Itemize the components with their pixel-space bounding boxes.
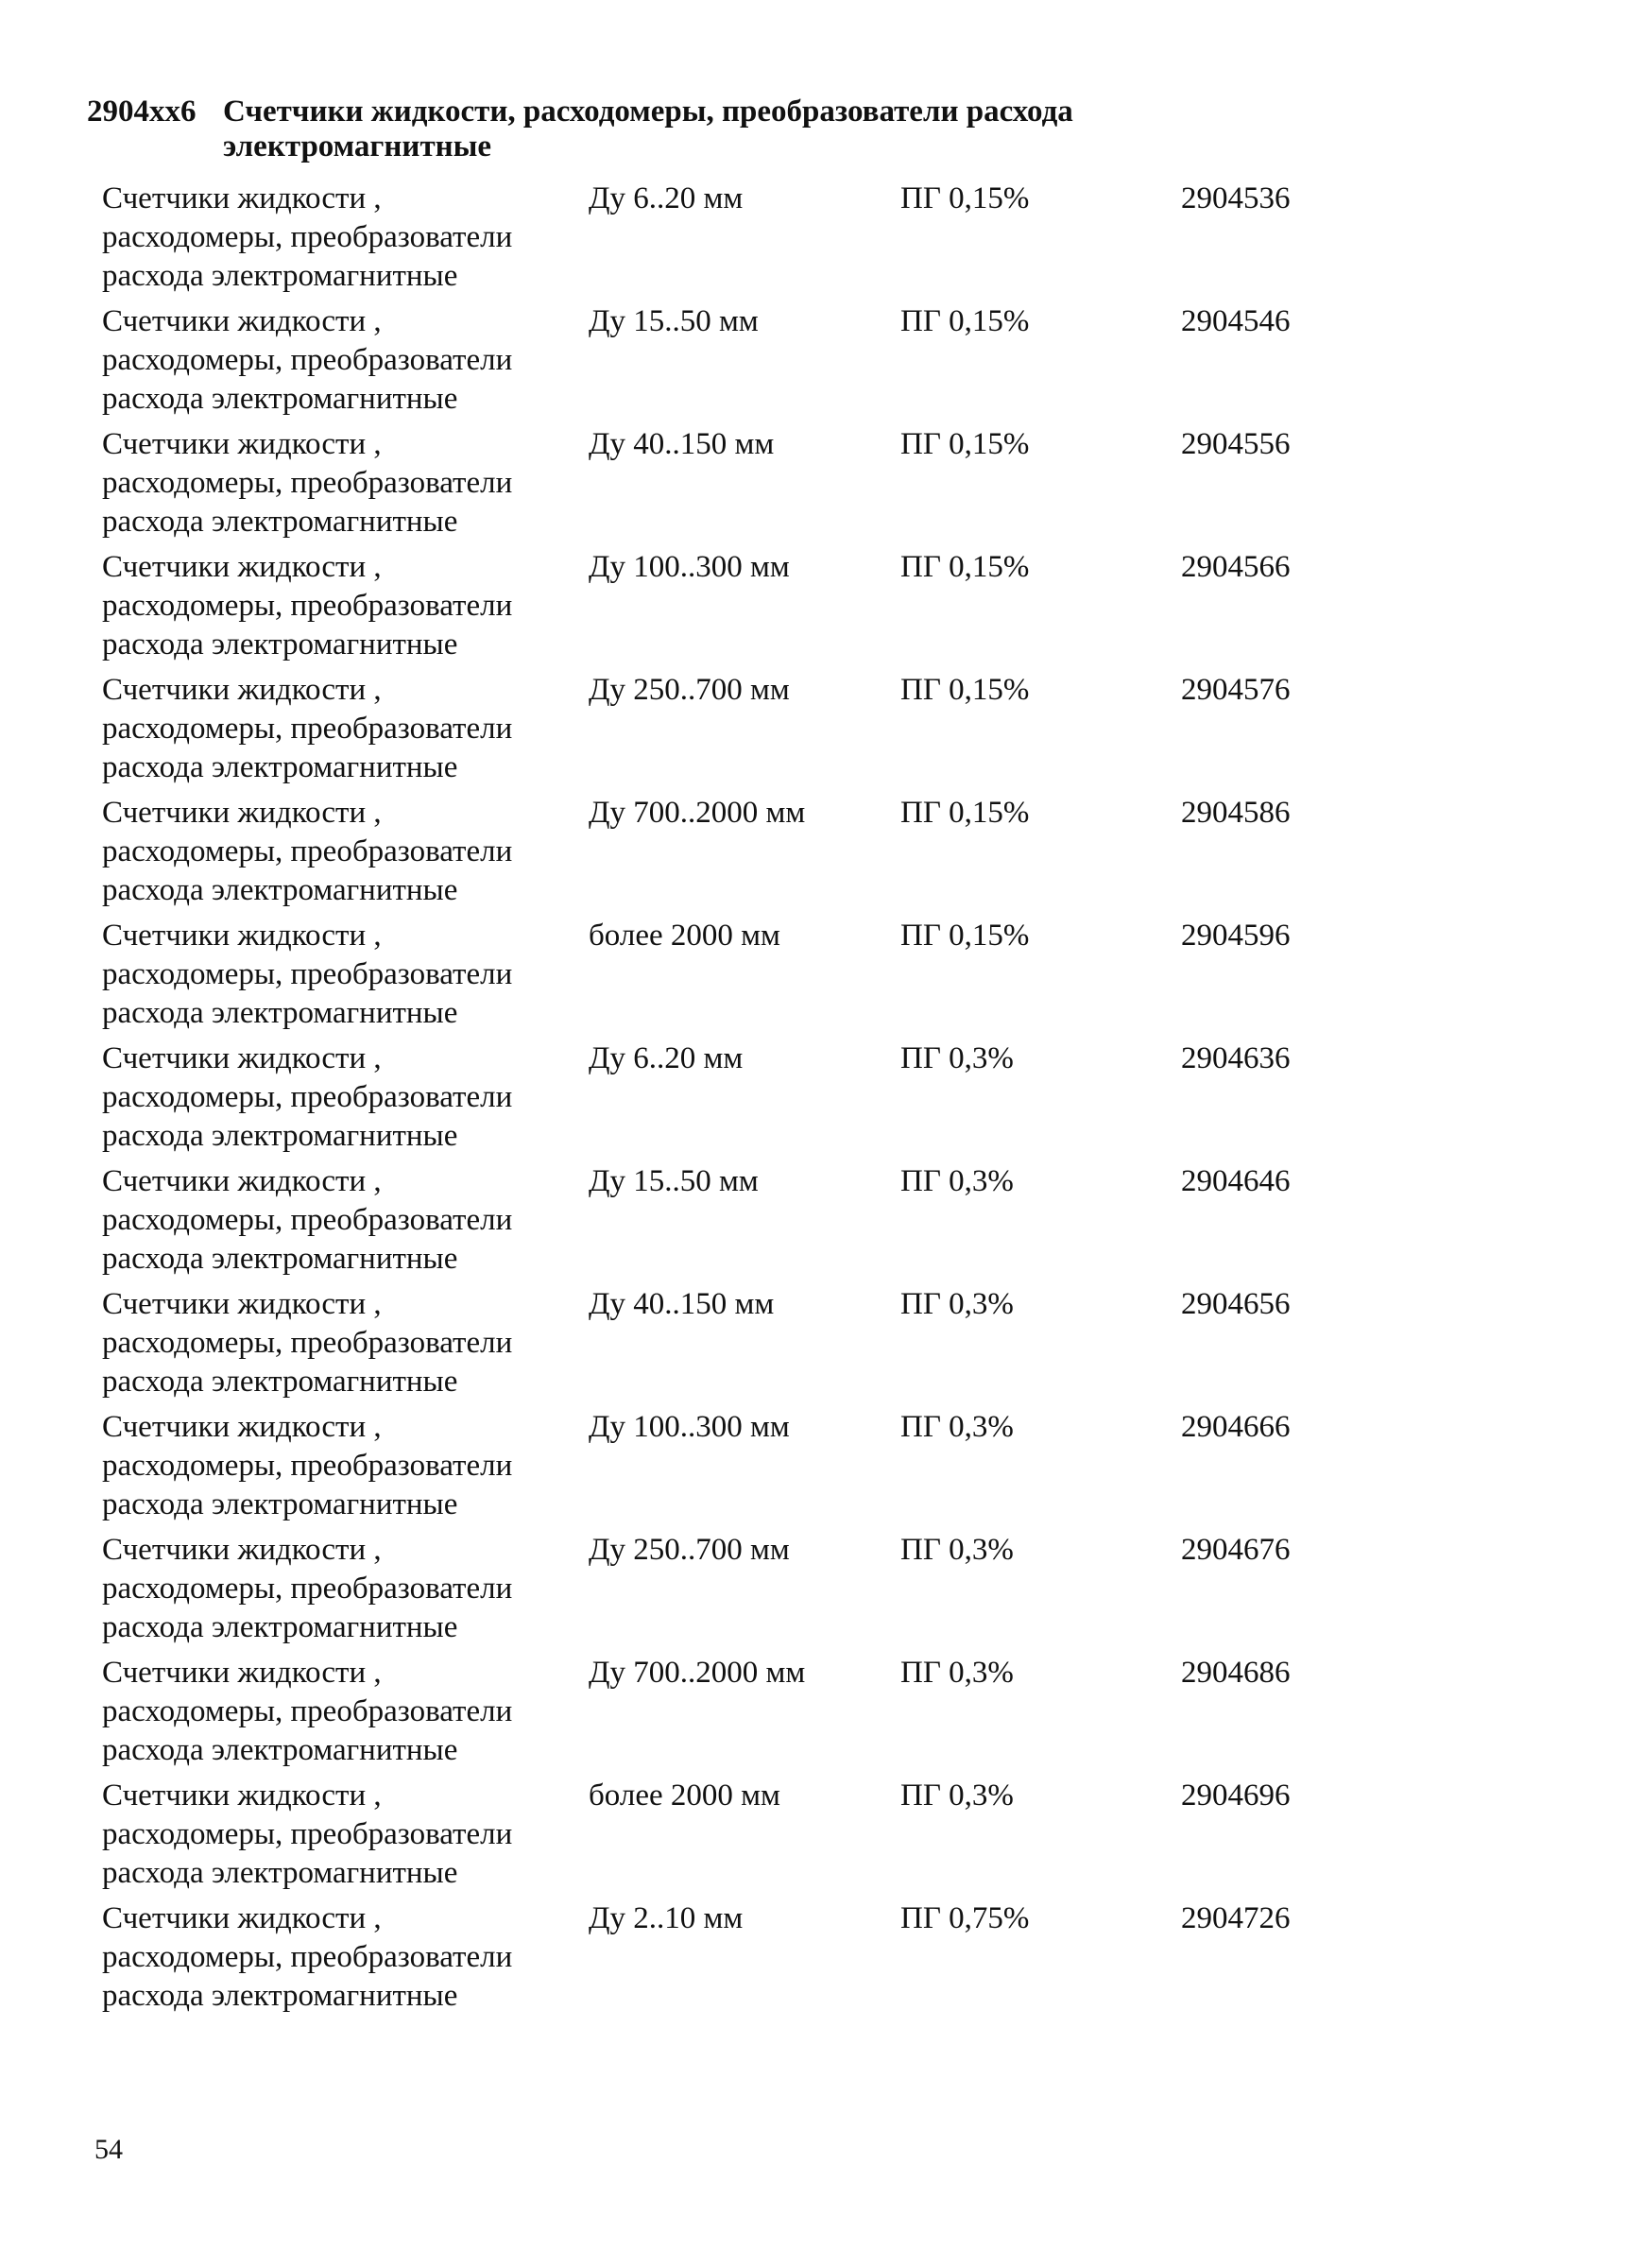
item-name (102, 1899, 593, 2016)
nominal-diameter: более 2000 мм (589, 1778, 780, 1813)
item-name-line: расхода электромагнитные (102, 382, 458, 416)
list-item (102, 917, 1425, 1040)
item-name-line: расходомеры, преобразователи (102, 343, 513, 377)
item-name-line: расходомеры, преобразователи (102, 1940, 513, 1974)
nominal-diameter: Ду 700..2000 мм (589, 796, 806, 830)
item-name-line: расходомеры, преобразователи (102, 1203, 513, 1237)
item-name (102, 1777, 593, 1893)
section-title: Счетчики жидкости, расходомеры, преобразователи расхода электромагнитные (223, 94, 1073, 163)
item-name (102, 1162, 593, 1279)
item-code: 2904536 (1181, 181, 1291, 215)
item-name-line: Счетчики жидкости , (102, 550, 382, 584)
item-name-line: расходомеры, преобразователи (102, 589, 513, 623)
nominal-diameter: Ду 40..150 мм (589, 1287, 775, 1321)
accuracy-class: ПГ 0,15% (900, 796, 1030, 830)
nominal-diameter: Ду 2..10 мм (589, 1901, 744, 1935)
item-name-line: расходомеры, преобразователи (102, 1694, 513, 1728)
accuracy-class: ПГ 0,3% (900, 1778, 1014, 1813)
item-name (102, 794, 593, 910)
nominal-diameter: Ду 15..50 мм (589, 304, 759, 338)
item-name-line: расхода электромагнитные (102, 505, 458, 539)
list-item (102, 425, 1425, 548)
list-item (102, 1531, 1425, 1654)
accuracy-class: ПГ 0,15% (900, 673, 1030, 707)
item-name-line: Счетчики жидкости , (102, 1533, 382, 1567)
item-name-line: расхода электромагнитные (102, 750, 458, 784)
item-name (102, 1040, 593, 1156)
list-item (102, 1162, 1425, 1285)
item-name-line: Счетчики жидкости , (102, 1410, 382, 1444)
list-item (102, 180, 1425, 302)
item-name-line: расхода электромагнитные (102, 1856, 458, 1890)
accuracy-class: ПГ 0,3% (900, 1287, 1014, 1321)
list-item (102, 1899, 1425, 2022)
nominal-diameter: Ду 100..300 мм (589, 550, 790, 584)
list-item (102, 1654, 1425, 1777)
item-name-line: Счетчики жидкости , (102, 1164, 382, 1198)
item-name (102, 180, 593, 296)
accuracy-class: ПГ 0,3% (900, 1410, 1014, 1444)
item-code: 2904696 (1181, 1778, 1291, 1813)
item-name (102, 671, 593, 787)
nominal-diameter: Ду 250..700 мм (589, 1533, 790, 1567)
accuracy-class: ПГ 0,3% (900, 1164, 1014, 1198)
accuracy-class: ПГ 0,15% (900, 550, 1030, 584)
item-code: 2904686 (1181, 1656, 1291, 1690)
item-name-line: Счетчики жидкости , (102, 427, 382, 461)
item-name-line: расходомеры, преобразователи (102, 466, 513, 500)
nominal-diameter: более 2000 мм (589, 919, 780, 953)
item-name-line: расхода электромагнитные (102, 1733, 458, 1767)
item-name-line: расхода электромагнитные (102, 1119, 458, 1153)
nominal-diameter: Ду 6..20 мм (589, 1041, 744, 1075)
item-name-line: Счетчики жидкости , (102, 1778, 382, 1813)
item-name (102, 425, 593, 541)
item-name-line: расхода электромагнитные (102, 1979, 458, 2013)
instrument-list (102, 180, 1425, 2022)
list-item (102, 671, 1425, 794)
accuracy-class: ПГ 0,15% (900, 919, 1030, 953)
item-name-line: расхода электромагнитные (102, 259, 458, 293)
list-item (102, 1408, 1425, 1531)
item-name (102, 302, 593, 419)
item-name-line: расхода электромагнитные (102, 996, 458, 1030)
item-code: 2904566 (1181, 550, 1291, 584)
item-name (102, 548, 593, 664)
nominal-diameter: Ду 700..2000 мм (589, 1656, 806, 1690)
item-code: 2904556 (1181, 427, 1291, 461)
item-name (102, 1531, 593, 1647)
nominal-diameter: Ду 100..300 мм (589, 1410, 790, 1444)
list-item (102, 794, 1425, 917)
item-code: 2904666 (1181, 1410, 1291, 1444)
item-code: 2904576 (1181, 673, 1291, 707)
item-name-line: Счетчики жидкости , (102, 181, 382, 215)
item-name-line: расхода электромагнитные (102, 1242, 458, 1276)
item-name-line: расхода электромагнитные (102, 873, 458, 907)
item-name-line: Счетчики жидкости , (102, 1901, 382, 1935)
item-code: 2904586 (1181, 796, 1291, 830)
item-name-line: расходомеры, преобразователи (102, 957, 513, 991)
item-name-line: расхода электромагнитные (102, 1487, 458, 1521)
accuracy-class: ПГ 0,3% (900, 1656, 1014, 1690)
item-name-line: Счетчики жидкости , (102, 1041, 382, 1075)
item-name (102, 1408, 593, 1524)
item-name-line: расходомеры, преобразователи (102, 1326, 513, 1360)
item-name-line: расходомеры, преобразователи (102, 834, 513, 868)
nominal-diameter: Ду 6..20 мм (589, 181, 744, 215)
nominal-diameter: Ду 15..50 мм (589, 1164, 759, 1198)
item-name-line: расхода электромагнитные (102, 1365, 458, 1399)
list-item (102, 548, 1425, 671)
item-code: 2904656 (1181, 1287, 1291, 1321)
accuracy-class: ПГ 0,3% (900, 1533, 1014, 1567)
item-name-line: расходомеры, преобразователи (102, 1817, 513, 1851)
accuracy-class: ПГ 0,15% (900, 181, 1030, 215)
item-name (102, 917, 593, 1033)
item-code: 2904596 (1181, 919, 1291, 953)
item-name-line: Счетчики жидкости , (102, 1287, 382, 1321)
accuracy-class: ПГ 0,75% (900, 1901, 1030, 1935)
item-code: 2904676 (1181, 1533, 1291, 1567)
item-code: 2904636 (1181, 1041, 1291, 1075)
accuracy-class: ПГ 0,3% (900, 1041, 1014, 1075)
list-item (102, 1285, 1425, 1408)
item-name-line: Счетчики жидкости , (102, 673, 382, 707)
item-name (102, 1285, 593, 1401)
page-number: 54 (94, 2134, 123, 2165)
item-name-line: расходомеры, преобразователи (102, 1572, 513, 1606)
nominal-diameter: Ду 40..150 мм (589, 427, 775, 461)
item-name-line: Счетчики жидкости , (102, 919, 382, 953)
nominal-diameter: Ду 250..700 мм (589, 673, 790, 707)
item-code: 2904546 (1181, 304, 1291, 338)
item-code: 2904726 (1181, 1901, 1291, 1935)
item-name-line: расходомеры, преобразователи (102, 1080, 513, 1114)
item-name-line: Счетчики жидкости , (102, 1656, 382, 1690)
section-code: 2904xx6 (87, 94, 197, 129)
item-name-line: расходомеры, преобразователи (102, 712, 513, 746)
list-item (102, 1777, 1425, 1899)
item-name-line: расхода электромагнитные (102, 627, 458, 662)
list-item (102, 302, 1425, 425)
item-name-line: расходомеры, преобразователи (102, 220, 513, 254)
accuracy-class: ПГ 0,15% (900, 304, 1030, 338)
item-name-line: расходомеры, преобразователи (102, 1449, 513, 1483)
item-name-line: расхода электромагнитные (102, 1610, 458, 1644)
list-item (102, 1040, 1425, 1162)
item-name-line: Счетчики жидкости , (102, 796, 382, 830)
item-code: 2904646 (1181, 1164, 1291, 1198)
item-name (102, 1654, 593, 1770)
item-name-line: Счетчики жидкости , (102, 304, 382, 338)
accuracy-class: ПГ 0,15% (900, 427, 1030, 461)
